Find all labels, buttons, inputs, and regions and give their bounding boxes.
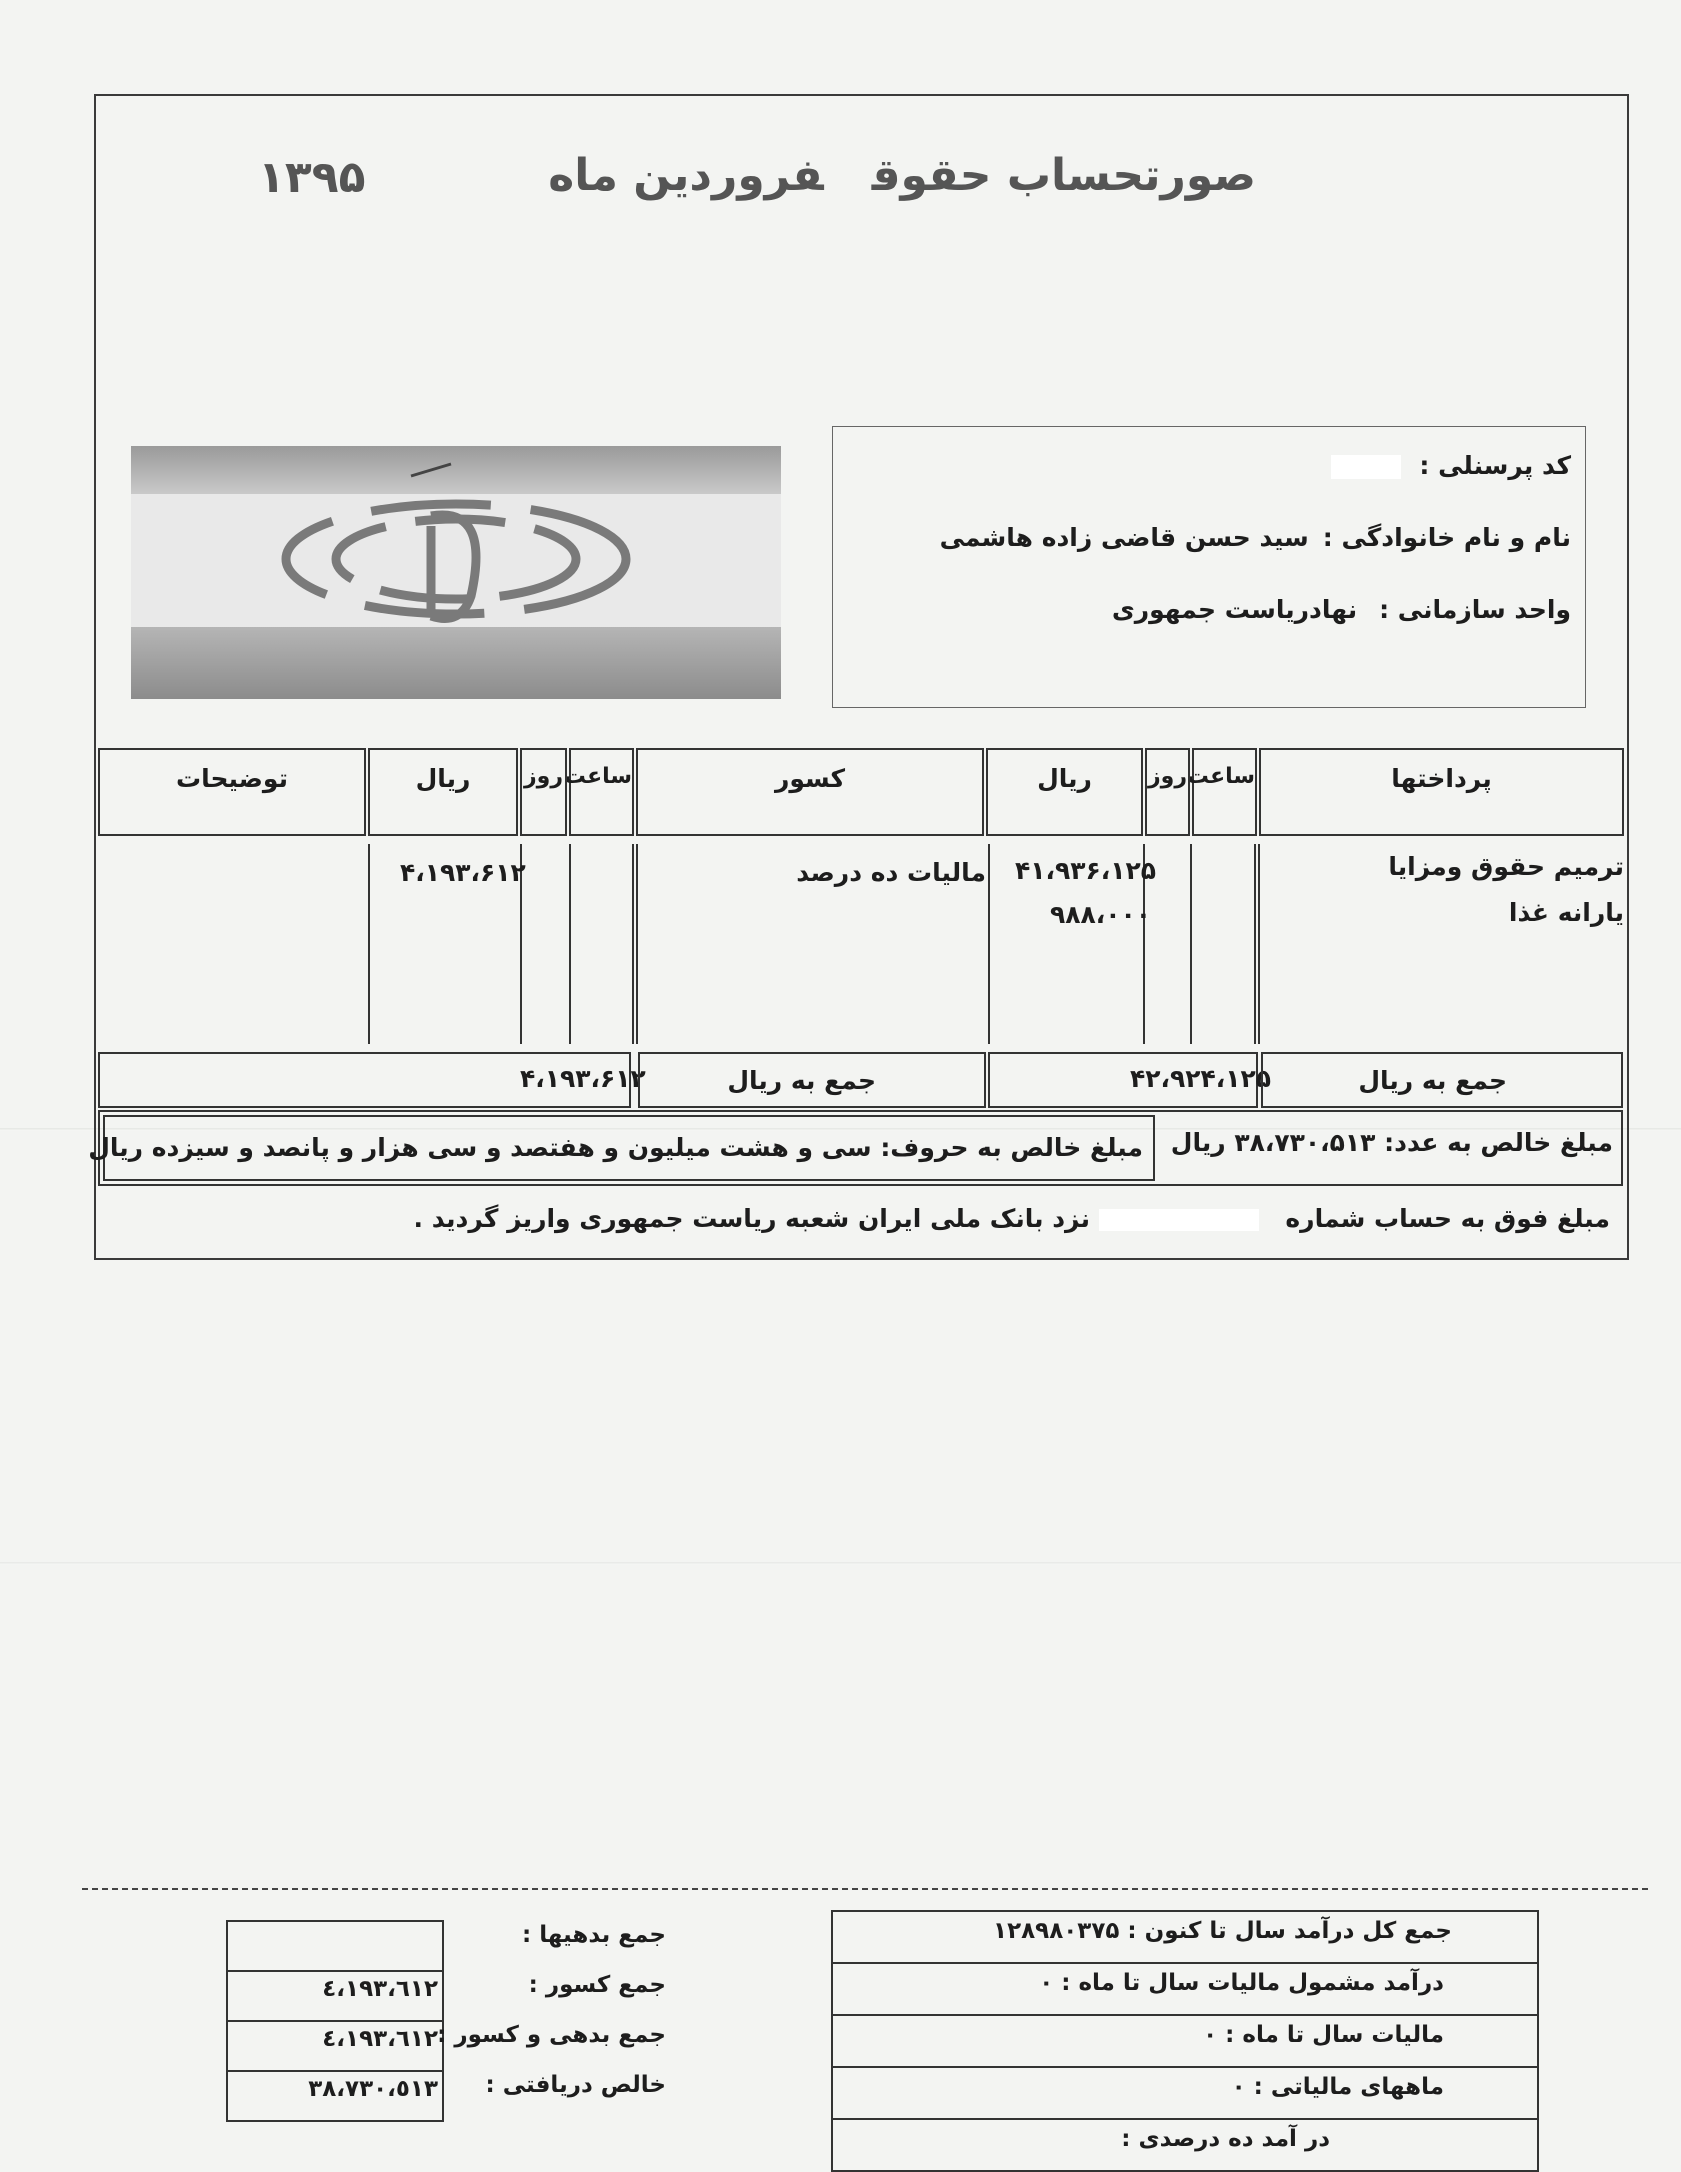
summary-row-5 [1113,2126,1330,2152]
net-amount-words: مبلغ خالص به حروف: سی و هشت میلیون و هفتصد و سی هزار و پانصد و سیزده ریال [88,1133,1143,1162]
deposit-note-before: مبلغ فوق به حساب شماره [1285,1204,1610,1233]
col-divider [1254,844,1256,1044]
pay-total-value: ۴۲،۹۲۴،۱۲۵ [1130,1064,1272,1093]
col-divider [1190,844,1192,1044]
summary-value: ۰ [1039,1970,1054,1996]
col-divider [1258,844,1260,1044]
page-title [548,150,1256,201]
header-payments: پرداختها [1259,748,1624,836]
net-number-label: مبلغ خالص به عدد: [1384,1128,1613,1157]
summary-label: در آمد ده درصدی : [1121,2126,1330,2152]
header-pay-hour: ساعت [1192,748,1257,836]
deposit-note [414,1204,1611,1233]
row-divider [226,1970,444,1972]
summary-value: ۰ [1231,2074,1246,2100]
total-deductions-label: جمع کسور : [528,1972,666,1998]
payment-label-2: یارانه غذا [1508,898,1624,927]
deduction-label-1: مالیات ده درصد [796,858,986,887]
org-unit-value: نهادریاست جمهوری [1111,595,1358,624]
deduction-amount-1: ۴،۱۹۳،۶۱۲ [400,858,526,887]
full-name-row [940,523,1571,552]
personnel-code-label: کد پرسنلی : [1419,451,1571,480]
col-divider [569,844,571,1044]
full-name-value: سید حسن قاضی زاده هاشمی [939,523,1309,552]
row-divider [226,2020,444,2022]
row-divider [831,1962,1539,1964]
ded-total-label-box [638,1052,986,1108]
summary-value: ۰ [1203,2022,1218,2048]
net-number-unit: ریال [1170,1128,1226,1157]
employee-info-box [832,426,1586,708]
summary-row-4 [1232,2074,1444,2100]
payment-amount-1: ۴۱،۹۳۶،۱۲۵ [1015,856,1157,885]
pay-total-value-box [988,1052,1272,1108]
redacted-code [1331,455,1401,479]
ded-total-value-box [98,1052,646,1108]
personnel-code-row [1331,451,1571,480]
col-divider [636,844,638,1044]
row-divider [226,2070,444,2072]
payment-amount-2: ۹۸۸،۰۰۰ [1050,900,1152,929]
summary-row-2 [1039,1970,1444,1996]
title-year: ۱۳۹۵ [258,152,366,203]
net-received-label: خالص دریافتی : [485,2072,666,2098]
header-pay-rial: ریال [986,748,1143,836]
cut-line [82,1888,1648,1890]
header-notes: توضیحات [98,748,366,836]
total-deductions-value: ٤،١٩٣،٦١٢ [322,1976,438,2002]
org-unit-row [1112,595,1571,624]
header-pay-day: روز [1145,748,1190,836]
total-debts-deductions-value: ٤،١٩٣،٦١٢ [322,2026,438,2052]
net-amount-number [1171,1128,1613,1157]
deposit-note-after: نزد بانک ملی ایران شعبه ریاست جمهوری واریز گردید . [413,1204,1090,1233]
summary-value: ۱۲۸۹۸۰۳۷۵ [993,1918,1120,1944]
net-words-box [88,1115,1155,1181]
summary-label: درآمد مشمول مالیات سال تا ماه : [1061,1970,1444,1996]
ded-total-value: ۴،۱۹۳،۶۱۲ [520,1064,646,1093]
summary-label: مالیات سال تا ماه : [1225,2022,1444,2048]
org-unit-label: واحد سازمانی : [1379,595,1571,624]
row-divider [831,2014,1539,2016]
net-number-value: ۳۸،۷۳۰،۵۱۳ [1234,1128,1376,1157]
summary-label: جمع کل درآمد سال تا کنون : [1127,1918,1452,1944]
pay-total-label: جمع به ریال [1358,1066,1507,1095]
header-ded-day: روز [520,748,567,836]
row-divider [831,2066,1539,2068]
payment-label-1: ترمیم حقوق ومزایا [1388,852,1624,881]
paper-fold [0,1562,1681,1565]
emblem-logo [131,446,781,699]
header-ded-hour: ساعت [569,748,634,836]
summary-row-1 [993,1918,1452,1944]
total-debts-deductions-label: جمع بدهی و کسور : [437,2022,666,2048]
col-divider [368,844,370,1044]
full-name-label: نام و نام خانوادگی : [1322,523,1571,552]
net-received-value: ٣٨،٧٣٠،٥١٣ [308,2076,438,2102]
row-divider [831,2118,1539,2120]
redacted-account [1099,1209,1259,1231]
title-month: فروردین ماه [548,150,824,201]
ded-total-label: جمع به ریال [727,1066,876,1095]
header-ded-rial: ریال [368,748,518,836]
header-deductions: کسور [636,748,984,836]
col-divider [988,844,990,1044]
pay-total-label-box [1261,1052,1623,1108]
summary-label: ماههای مالیاتی : [1253,2074,1444,2100]
title-text: صورتحساب حقوق [871,150,1256,201]
col-divider [632,844,634,1044]
summary-row-3 [1203,2022,1444,2048]
total-debts-label: جمع بدهیها : [521,1922,666,1948]
